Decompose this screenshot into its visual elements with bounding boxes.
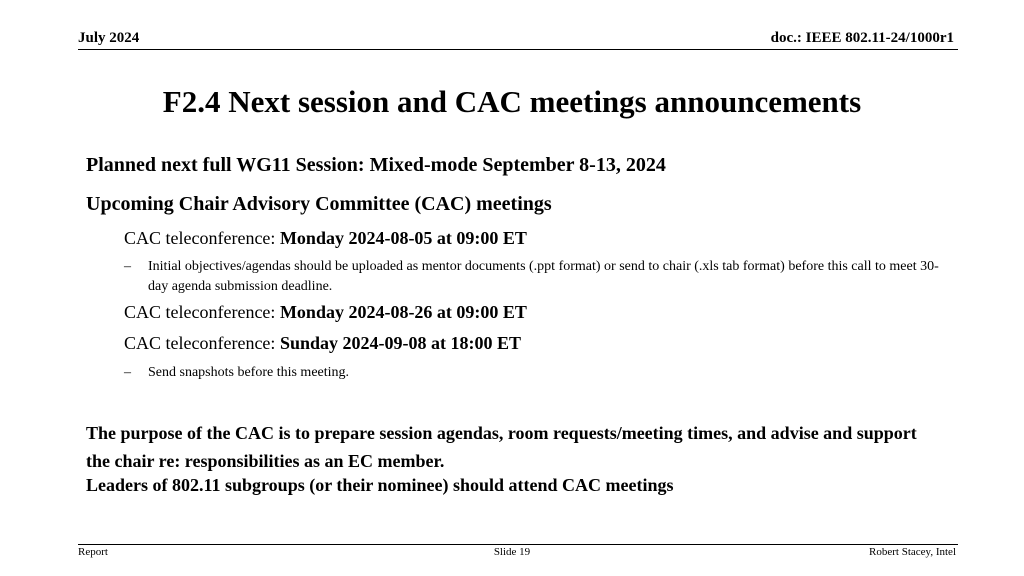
footer-slide-number: Slide 19 — [493, 546, 531, 558]
cac-meeting-1 — [124, 228, 527, 249]
footer-author: Robert Stacey, Intel — [869, 546, 956, 558]
cac-meeting-1-note — [124, 257, 944, 297]
upcoming-cac-heading: Upcoming Chair Advisory Committee (CAC) meetings — [86, 193, 552, 215]
cac-meeting-2-date: Monday 2024-08-26 at 09:00 ET — [279, 302, 527, 322]
cac-meeting-2 — [124, 302, 527, 323]
dash-bullet: – — [124, 259, 131, 274]
header-divider — [78, 49, 958, 50]
cac-meeting-3-date: Sunday 2024-09-08 at 18:00 ET — [279, 333, 521, 353]
cac-meeting-3-label: CAC teleconference: — [124, 333, 280, 353]
leaders-attendance-line: Leaders of 802.11 subgroups (or their nominee) should attend CAC meetings — [86, 475, 674, 495]
cac-meeting-1-date: Monday 2024-08-05 at 09:00 ET — [279, 228, 527, 248]
footer-divider — [78, 544, 958, 545]
cac-purpose-paragraph: The purpose of the CAC is to prepare session agendas, room requests/meeting times, and advise and support the chair re: responsibilities as an EC member. — [86, 423, 917, 471]
header-doc-number: doc.: IEEE 802.11-24/1000r1 — [770, 30, 954, 46]
next-session-line: Planned next full WG11 Session: Mixed-mode September 8-13, 2024 — [86, 154, 666, 176]
footer-report: Report — [78, 546, 108, 558]
dash-bullet: – — [124, 365, 131, 380]
header-date: July 2024 — [78, 30, 140, 46]
cac-meeting-3-note-text: Send snapshots before this meeting. — [148, 365, 350, 380]
cac-meeting-3 — [124, 333, 521, 354]
cac-meeting-1-note-text: Initial objectives/agendas should be uploaded as mentor documents (.ppt format) or send to chair (.xls tab format) before this call to meet 30-day agenda submission deadline. — [148, 259, 939, 294]
cac-meeting-3-note — [124, 363, 944, 383]
slide-title: F2.4 Next session and CAC meetings announcements — [162, 84, 862, 119]
cac-meeting-2-label: CAC teleconference: — [124, 302, 280, 322]
cac-meeting-1-label: CAC teleconference: — [124, 228, 280, 248]
